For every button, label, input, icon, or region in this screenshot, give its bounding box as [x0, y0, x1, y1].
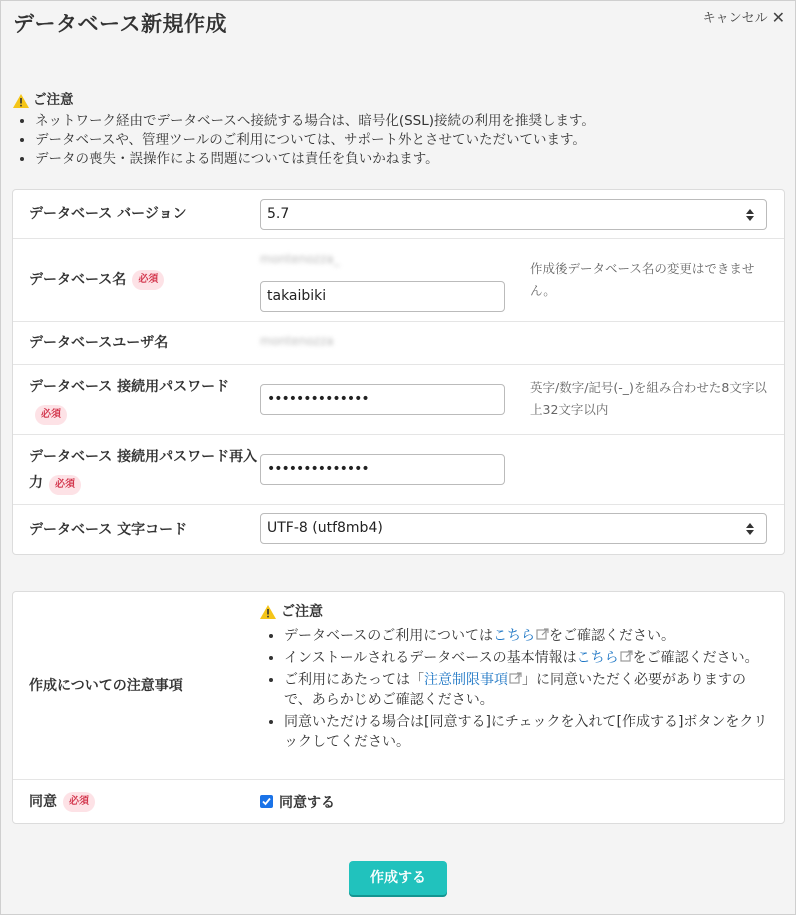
- db-user-label: データベースユーザ名: [29, 335, 169, 351]
- note-item: • ご利用にあたっては「注意制限事項 」に同意いただく必要がありますので、あらかじめご確認ください。: [284, 670, 770, 710]
- required-badge: 必須: [35, 405, 67, 425]
- notice-item: • ネットワーク経由でデータベースへ接続する場合は、暗号化(SSL)接続の利用を推奨します。: [35, 112, 595, 131]
- external-link-icon: [509, 672, 522, 685]
- required-badge: 必須: [63, 792, 95, 812]
- external-link-icon: [536, 628, 549, 641]
- password-confirm-label: データベース 接続用パスワード再入力: [29, 449, 258, 491]
- external-link-icon: [620, 650, 633, 663]
- consent-checkbox-label[interactable]: 同意する: [279, 794, 335, 811]
- charset-value: UTF-8 (utf8mb4): [267, 520, 383, 536]
- db-name-hint: 作成後データベース名の変更はできません。: [530, 261, 755, 298]
- row-version: [13, 190, 784, 239]
- notes-label: 作成についての注意事項: [29, 677, 183, 694]
- row-notes: [13, 592, 784, 780]
- db-user-value: montenozza: [260, 334, 334, 348]
- row-charset: [13, 505, 784, 554]
- note-item: • 同意いただける場合は[同意する]にチェックを入れて[作成する]ボタンをクリックしてください。: [284, 712, 770, 752]
- charset-label: データベース 文字コード: [29, 521, 188, 538]
- create-button[interactable]: 作成する: [349, 861, 447, 895]
- required-badge: 必須: [49, 475, 81, 495]
- restrictions-link[interactable]: 注意制限事項: [424, 672, 508, 688]
- password-label: データベース 接続用パスワード: [29, 379, 230, 395]
- db-name-label: データベース名: [29, 272, 127, 288]
- database-form: [12, 189, 785, 555]
- select-arrow-icon: [746, 208, 754, 222]
- warning-icon: [13, 94, 29, 108]
- note-item: • インストールされるデータベースの基本情報はこちら をご確認ください。: [284, 648, 770, 668]
- select-arrow-icon: [746, 522, 754, 536]
- consent-label: 同意: [29, 793, 57, 810]
- notice-box: [13, 91, 595, 169]
- notes-title: ご注意: [281, 604, 323, 620]
- db-usage-link[interactable]: こちら: [493, 628, 536, 644]
- version-value: 5.7: [267, 206, 290, 222]
- close-icon: ✕: [771, 8, 785, 27]
- note-item: • データベースのご利用についてはこちら をご確認ください。: [284, 626, 770, 646]
- warning-icon: [260, 605, 276, 619]
- password-hint: 英字/数字/記号(-_)を組み合わせた8文字以上32文字以内: [530, 380, 767, 417]
- row-password: [13, 365, 784, 435]
- agreement-form: [12, 591, 785, 824]
- version-label: データベース バージョン: [29, 206, 187, 222]
- page-title: データベース新規作成: [13, 12, 227, 36]
- password-input[interactable]: ••••••••••••••: [260, 384, 505, 415]
- row-consent: [13, 780, 784, 823]
- password-confirm-input[interactable]: ••••••••••••••: [260, 454, 505, 485]
- notice-item: • データベースや、管理ツールのご利用については、サポート外とさせていただいています。: [35, 131, 595, 150]
- consent-checkbox[interactable]: [260, 795, 273, 808]
- cancel-label: キャンセル: [702, 11, 768, 26]
- notice-item: • データの喪失・誤操作による問題については責任を負いかねます。: [35, 150, 595, 169]
- charset-select[interactable]: [260, 513, 767, 544]
- db-info-link[interactable]: こちら: [576, 650, 619, 666]
- row-db-name: [13, 239, 784, 322]
- db-name-input[interactable]: takaibiki: [260, 281, 505, 312]
- row-db-user: [13, 322, 784, 365]
- version-select[interactable]: [260, 199, 767, 230]
- db-name-prefix: montenozza_: [260, 252, 340, 266]
- notice-title: ご注意: [33, 92, 74, 108]
- check-icon: [261, 796, 272, 807]
- required-badge: 必須: [132, 270, 164, 290]
- cancel-button[interactable]: [703, 7, 785, 27]
- row-password-confirm: [13, 435, 784, 505]
